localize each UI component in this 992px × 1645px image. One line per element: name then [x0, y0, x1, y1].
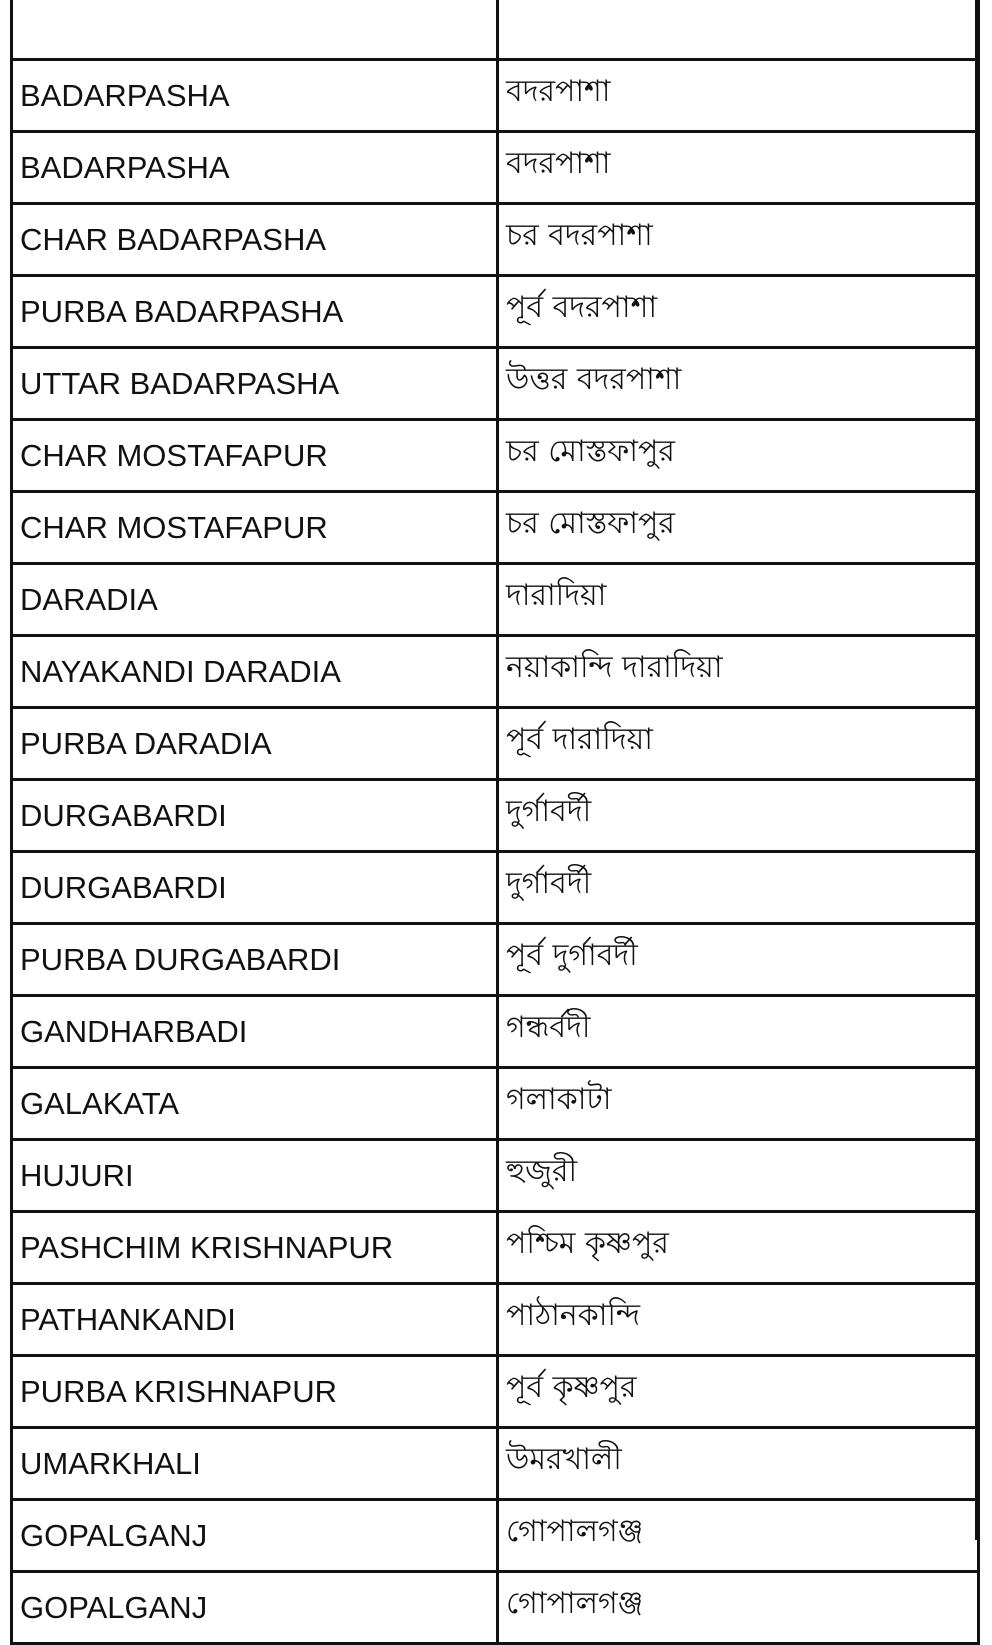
english-name-cell: GOPALGANJ — [12, 1500, 498, 1572]
table-row — [12, 60, 979, 132]
bengali-name-cell: গোপালগঞ্জ — [498, 1500, 979, 1572]
bengali-name-cell: উত্তর বদরপাশা — [498, 348, 979, 420]
bengali-name-cell: দুর্গাবর্দী — [498, 852, 979, 924]
table-row — [12, 852, 979, 924]
bengali-name-cell: উমরখালী — [498, 1428, 979, 1500]
bengali-name-cell: গোপালগঞ্জ — [498, 1572, 979, 1644]
english-name-cell: PASHCHIM KRISHNAPUR — [12, 1212, 498, 1284]
table-row — [12, 564, 979, 636]
bengali-name-cell: পশ্চিম কৃষ্ণপুর — [498, 1212, 979, 1284]
bengali-name-cell: পূর্ব বদরপাশা — [498, 276, 979, 348]
bengali-name-cell: নয়াকান্দি দারাদিয়া — [498, 636, 979, 708]
table-row — [12, 636, 979, 708]
english-name-cell: PURBA BADARPASHA — [12, 276, 498, 348]
bengali-name-cell: বদরপাশা — [498, 132, 979, 204]
english-name-cell: DURGABARDI — [12, 780, 498, 852]
table-row — [12, 204, 979, 276]
table-row — [12, 1500, 979, 1572]
bengali-name-cell: চর বদরপাশা — [498, 204, 979, 276]
bengali-name-cell: পাঠানকান্দি — [498, 1284, 979, 1356]
bengali-name-cell: পূর্ব কৃষ্ণপুর — [498, 1356, 979, 1428]
english-name-cell: DURGABARDI — [12, 852, 498, 924]
english-name-cell: HUJURI — [12, 1140, 498, 1212]
table-row — [12, 1284, 979, 1356]
english-name-cell: DARADIA — [12, 564, 498, 636]
bengali-name-cell: হুজুরী — [498, 1140, 979, 1212]
english-name-cell: BADARPASHA — [12, 132, 498, 204]
bengali-name-cell: বদরপাশা — [498, 60, 979, 132]
table-row — [12, 132, 979, 204]
bengali-name-cell: পূর্ব দারাদিয়া — [498, 708, 979, 780]
english-name-cell: UTTAR BADARPASHA — [12, 348, 498, 420]
table-row — [12, 348, 979, 420]
table-row — [12, 996, 979, 1068]
table-row — [12, 924, 979, 996]
table-row — [12, 708, 979, 780]
bengali-name-cell: দারাদিয়া — [498, 564, 979, 636]
english-name-cell: PURBA DURGABARDI — [12, 924, 498, 996]
english-name-cell: PURBA DARADIA — [12, 708, 498, 780]
english-name-cell: UMARKHALI — [12, 1428, 498, 1500]
table-row — [12, 1356, 979, 1428]
table-row — [12, 420, 979, 492]
table-row — [12, 492, 979, 564]
bengali-name-cell — [498, 0, 979, 60]
table-row — [12, 1068, 979, 1140]
english-name-cell: NAYAKANDI DARADIA — [12, 636, 498, 708]
bengali-name-cell: পূর্ব দুর্গাবর্দী — [498, 924, 979, 996]
english-name-cell: PURBA KRISHNAPUR — [12, 1356, 498, 1428]
bengali-name-cell: দুর্গাবর্দী — [498, 780, 979, 852]
english-name-cell: BADARPASHA — [12, 60, 498, 132]
bengali-name-cell: চর মোস্তফাপুর — [498, 492, 979, 564]
page-right-rule — [975, 0, 978, 1540]
bengali-name-cell: গন্ধর্বদী — [498, 996, 979, 1068]
english-name-cell: CHAR MOSTAFAPUR — [12, 492, 498, 564]
english-name-cell: PATHANKANDI — [12, 1284, 498, 1356]
table-row — [12, 1212, 979, 1284]
table-row — [12, 1428, 979, 1500]
place-name-table — [10, 0, 980, 1645]
place-name-table-body — [12, 0, 979, 1644]
table-row — [12, 780, 979, 852]
english-name-cell — [12, 0, 498, 60]
english-name-cell: CHAR MOSTAFAPUR — [12, 420, 498, 492]
table-row — [12, 276, 979, 348]
english-name-cell: GOPALGANJ — [12, 1572, 498, 1644]
table-row — [12, 1140, 979, 1212]
bengali-name-cell: গলাকাটা — [498, 1068, 979, 1140]
table-row — [12, 0, 979, 60]
table-row — [12, 1572, 979, 1644]
english-name-cell: GANDHARBADI — [12, 996, 498, 1068]
bengali-name-cell: চর মোস্তফাপুর — [498, 420, 979, 492]
english-name-cell: CHAR BADARPASHA — [12, 204, 498, 276]
english-name-cell: GALAKATA — [12, 1068, 498, 1140]
